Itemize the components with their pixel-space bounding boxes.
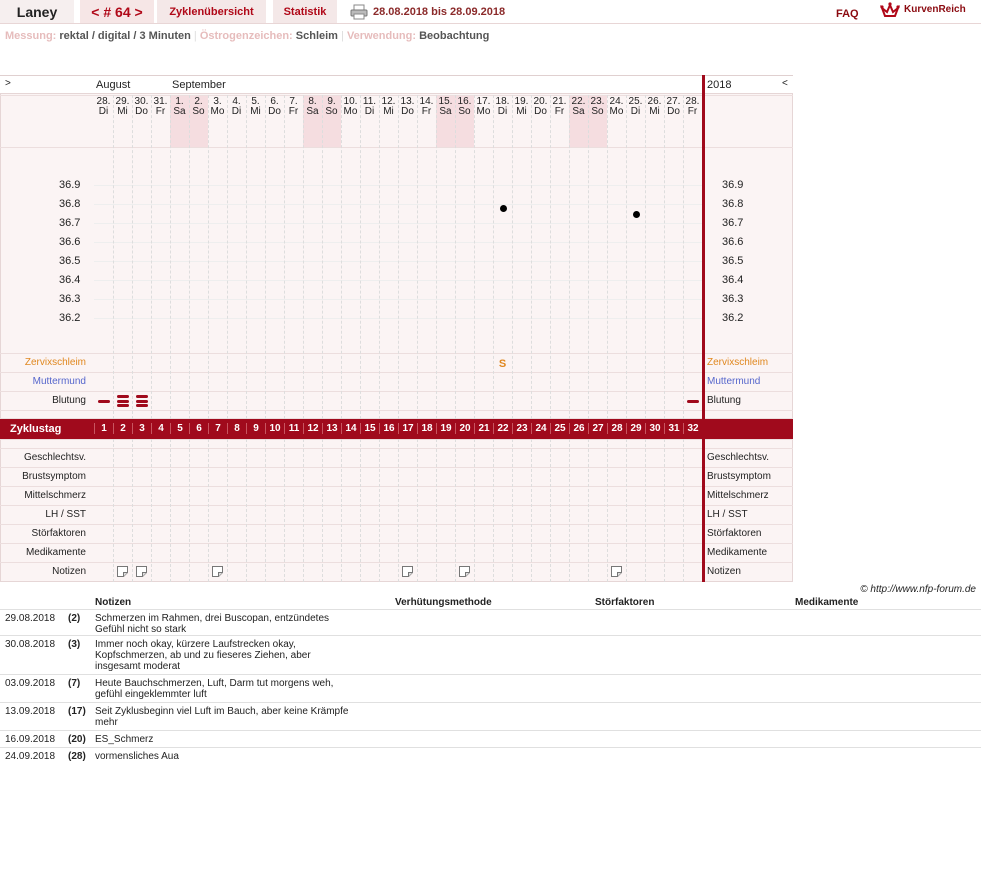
note-text: Immer noch okay, kürzere Laufstrecken okay, Kopfschmerzen, ab und zu fieseres Ziehen, aber insgesamt moderat xyxy=(95,639,311,672)
row-divider xyxy=(0,505,793,506)
column-line xyxy=(531,439,532,582)
cycle-day-number: 2 xyxy=(113,423,132,434)
note-cycle-day: (28) xyxy=(68,751,86,762)
column-line xyxy=(189,95,190,419)
tab-zyklenuebersicht[interactable]: Zyklenübersicht xyxy=(157,0,266,23)
column-line xyxy=(341,95,342,419)
bleeding-mark xyxy=(117,404,129,407)
column-line xyxy=(417,439,418,582)
header-notizen: Notizen xyxy=(95,597,132,608)
column-line xyxy=(455,95,456,419)
date-label: 15. xyxy=(438,96,453,107)
column-line xyxy=(588,95,589,419)
cycle-day-number: 9 xyxy=(246,423,265,434)
symptom-label-left: Brustsymptom xyxy=(22,471,86,482)
column-line xyxy=(436,95,437,419)
column-line xyxy=(683,439,684,582)
cycle-day-number: 13 xyxy=(322,423,341,434)
muttermund-label-right: Muttermund xyxy=(707,376,761,387)
column-line xyxy=(284,95,285,419)
weekday-label: Fr xyxy=(421,106,432,117)
cycle-day-number: 18 xyxy=(417,423,436,434)
weekday-label: Mi xyxy=(117,106,128,117)
printer-icon[interactable] xyxy=(350,4,368,20)
cycle-day-number: 8 xyxy=(227,423,246,434)
cycle-day-number: 29 xyxy=(626,423,645,434)
top-bar xyxy=(0,0,981,24)
messung-value: rektal / digital / 3 Minuten xyxy=(59,30,191,42)
column-line xyxy=(322,439,323,582)
cycle-day-number: 14 xyxy=(341,423,360,434)
date-label: 23. xyxy=(590,96,605,107)
weekday-label: Mo xyxy=(609,106,624,117)
column-line xyxy=(683,95,684,419)
temp-tick-right: 36.5 xyxy=(722,255,744,267)
note-date: 29.08.2018 xyxy=(5,613,56,624)
note-text: Heute Bauchschmerzen, Luft, Darm tut morgens weh, gefühl eingeklemmter luft xyxy=(95,678,334,700)
date-label: 29. xyxy=(115,96,130,107)
column-line xyxy=(607,439,608,582)
blutung-label-left: Blutung xyxy=(52,395,86,406)
column-line xyxy=(360,439,361,582)
weekday-label: Do xyxy=(135,106,148,117)
column-line xyxy=(246,439,247,582)
weekday-label: Fr xyxy=(554,106,565,117)
column-line xyxy=(113,439,114,582)
cycle-day-number: 21 xyxy=(474,423,493,434)
row-divider xyxy=(0,410,793,411)
weekday-label: Sa xyxy=(572,106,585,117)
column-line xyxy=(436,439,437,582)
zyklustag-label: Zyklustag xyxy=(10,423,62,435)
temp-tick-right: 36.9 xyxy=(722,179,744,191)
column-line xyxy=(664,439,665,582)
temp-tick-left: 36.2 xyxy=(59,312,81,324)
cycle-day-number: 27 xyxy=(588,423,607,434)
weekday-label: Di xyxy=(497,106,508,117)
column-line xyxy=(493,439,494,582)
temp-tick-left: 36.7 xyxy=(59,217,81,229)
weekday-label: Mi xyxy=(250,106,261,117)
column-line xyxy=(626,95,627,419)
column-line xyxy=(626,439,627,582)
date-label: 27. xyxy=(666,96,681,107)
weekday-label: Do xyxy=(401,106,414,117)
weekday-label: Sa xyxy=(173,106,186,117)
cycle-day-number: 11 xyxy=(284,423,303,434)
date-label: 28. xyxy=(685,96,700,107)
cycle-day-number: 23 xyxy=(512,423,531,434)
row-divider xyxy=(0,147,793,148)
cycle-day-number: 6 xyxy=(189,423,208,434)
note-date: 03.09.2018 xyxy=(5,678,56,689)
cycle-day-number: 3 xyxy=(132,423,151,434)
column-line xyxy=(341,439,342,582)
note-cycle-day: (3) xyxy=(68,639,81,650)
column-line xyxy=(512,439,513,582)
note-date: 30.08.2018 xyxy=(5,639,56,650)
date-label: 18. xyxy=(495,96,510,107)
note-icon[interactable] xyxy=(402,566,413,577)
note-text: vormensliches Aua xyxy=(95,751,179,762)
temp-tick-right: 36.6 xyxy=(722,236,744,248)
zervix-label-left: Zervixschleim xyxy=(24,357,86,368)
symptom-label-right: Störfaktoren xyxy=(707,528,762,539)
date-label: 22. xyxy=(571,96,586,107)
temp-tick-right: 36.7 xyxy=(722,217,744,229)
note-text: Schmerzen im Rahmen, drei Buscopan, entzündetes Gefühl nicht so stark xyxy=(95,613,330,635)
column-line xyxy=(113,95,114,419)
bleeding-mark xyxy=(117,395,129,398)
column-line xyxy=(151,95,152,419)
note-text: Seit Zyklusbeginn viel Luft im Bauch, aber keine Krämpfe mehr xyxy=(95,706,349,728)
date-label: 2. xyxy=(194,96,203,107)
today-divider xyxy=(702,75,705,582)
row-divider xyxy=(0,448,793,449)
symptom-label-right: Geschlechtsv. xyxy=(707,452,770,463)
temp-tick-left: 36.6 xyxy=(59,236,81,248)
column-line xyxy=(474,95,475,419)
row-divider xyxy=(0,467,793,468)
column-line xyxy=(645,95,646,419)
zervix-label-right: Zervixschleim xyxy=(707,357,769,368)
date-label: 4. xyxy=(232,96,241,107)
logo[interactable] xyxy=(880,2,966,20)
date-label: 24. xyxy=(609,96,624,107)
logo-text: KurvenReich xyxy=(904,4,966,15)
column-line xyxy=(189,439,190,582)
cycle-day-number: 19 xyxy=(436,423,455,434)
symptom-label-left: Medikamente xyxy=(25,547,86,558)
messung-label: Messung: xyxy=(5,30,57,42)
symptom-label-right: LH / SST xyxy=(707,509,748,520)
column-line xyxy=(645,439,646,582)
note-row xyxy=(0,747,981,764)
column-line xyxy=(493,95,494,419)
note-cycle-day: (2) xyxy=(68,613,81,624)
note-icon[interactable] xyxy=(136,566,147,577)
weekday-label: Mi xyxy=(516,106,527,117)
cycle-day-number: 15 xyxy=(360,423,379,434)
temp-tick-right: 36.8 xyxy=(722,198,744,210)
note-icon[interactable] xyxy=(212,566,223,577)
weekday-label: So xyxy=(458,106,471,117)
bleeding-mark xyxy=(98,400,110,403)
column-line xyxy=(417,95,418,419)
cycle-day-number: 4 xyxy=(151,423,170,434)
weekday-label: Fr xyxy=(687,106,698,117)
date-label: 26. xyxy=(647,96,662,107)
month-label: September xyxy=(172,79,226,91)
note-date: 13.09.2018 xyxy=(5,706,56,717)
weekday-label: Do xyxy=(534,106,547,117)
crown-logo-icon xyxy=(880,2,900,20)
column-line xyxy=(132,95,133,419)
date-range: 28.08.2018 bis 28.09.2018 xyxy=(373,6,506,18)
measurement-info xyxy=(5,30,489,42)
date-label: 9. xyxy=(327,96,336,107)
temp-tick-left: 36.4 xyxy=(59,274,81,286)
symptom-label-left: Mittelschmerz xyxy=(24,490,86,501)
header-verhuetung: Verhütungsmethode xyxy=(395,597,492,608)
column-line xyxy=(550,95,551,419)
symptom-label-right: Mittelschmerz xyxy=(707,490,769,501)
page-title: Laney xyxy=(0,0,74,23)
verwendung-label: Verwendung: xyxy=(346,30,417,42)
row-divider xyxy=(0,486,793,487)
zervix-symbol: S xyxy=(498,358,507,370)
cycle-day-number: 10 xyxy=(265,423,284,434)
muttermund-label-left: Muttermund xyxy=(32,376,86,387)
column-line xyxy=(227,439,228,582)
column-line xyxy=(588,439,589,582)
weekday-label: Mi xyxy=(383,106,394,117)
cycle-chart xyxy=(0,75,793,582)
row-divider xyxy=(0,524,793,525)
row-divider xyxy=(0,391,793,392)
date-label: 12. xyxy=(381,96,396,107)
note-icon[interactable] xyxy=(459,566,470,577)
note-row xyxy=(0,702,981,730)
nav-next-button[interactable]: < xyxy=(782,78,788,89)
column-line xyxy=(208,95,209,419)
symptom-label-right: Brustsymptom xyxy=(707,471,771,482)
note-text: ES_Schmerz xyxy=(95,734,154,745)
note-cycle-day: (20) xyxy=(68,734,86,745)
weekday-label: Do xyxy=(667,106,680,117)
bleeding-mark xyxy=(117,400,129,403)
column-line xyxy=(379,95,380,419)
cycle-day-number: 25 xyxy=(550,423,569,434)
weekday-label: Sa xyxy=(306,106,319,117)
column-line xyxy=(284,439,285,582)
header-medikamente: Medikamente xyxy=(795,597,859,608)
cycle-day-number: 1 xyxy=(94,423,113,434)
cycle-day-number: 20 xyxy=(455,423,474,434)
note-date: 16.09.2018 xyxy=(5,734,56,745)
weekday-label: Di xyxy=(364,106,375,117)
blutung-label-right: Blutung xyxy=(707,395,741,406)
column-line xyxy=(151,439,152,582)
cycle-day-number: 31 xyxy=(664,423,683,434)
date-label: 25. xyxy=(628,96,643,107)
column-line xyxy=(303,95,304,419)
row-divider xyxy=(0,439,793,440)
temperature-point[interactable] xyxy=(633,211,640,218)
cycle-day-number: 12 xyxy=(303,423,322,434)
note-date: 24.09.2018 xyxy=(5,751,56,762)
bleeding-mark xyxy=(136,400,148,403)
temp-tick-left: 36.5 xyxy=(59,255,81,267)
column-line xyxy=(322,95,323,419)
date-label: 20. xyxy=(533,96,548,107)
date-label: 11. xyxy=(362,96,377,107)
nav-prev-button[interactable]: > xyxy=(5,78,11,89)
note-row xyxy=(0,635,981,674)
temp-tick-left: 36.3 xyxy=(59,293,81,305)
weekday-label: Mo xyxy=(210,106,225,117)
cycle-day-number: 16 xyxy=(379,423,398,434)
bleeding-mark xyxy=(687,400,699,403)
verwendung-value: Beobachtung xyxy=(419,30,490,42)
year-label: 2018 xyxy=(707,79,732,91)
date-label: 30. xyxy=(134,96,149,107)
column-line xyxy=(550,439,551,582)
date-label: 14. xyxy=(419,96,434,107)
column-line xyxy=(265,439,266,582)
column-line xyxy=(246,95,247,419)
temp-tick-right: 36.3 xyxy=(722,293,744,305)
column-line xyxy=(379,439,380,582)
date-label: 8. xyxy=(308,96,317,107)
row-divider xyxy=(0,353,793,354)
note-row xyxy=(0,609,981,635)
column-line xyxy=(474,439,475,582)
cycle-day-number: 24 xyxy=(531,423,550,434)
date-label: 21. xyxy=(552,96,567,107)
symptom-label-left: Notizen xyxy=(52,566,86,577)
weekday-label: Di xyxy=(630,106,641,117)
cycle-day-number: 7 xyxy=(208,423,227,434)
date-label: 5. xyxy=(251,96,260,107)
header-stoerfaktoren: Störfaktoren xyxy=(595,597,655,608)
note-cycle-day: (7) xyxy=(68,678,81,689)
symptom-label-right: Medikamente xyxy=(707,547,768,558)
date-label: 31. xyxy=(153,96,168,107)
date-label: 1. xyxy=(175,96,184,107)
separator: | xyxy=(341,30,344,42)
cycle-day-number: 32 xyxy=(683,423,702,434)
column-line xyxy=(170,439,171,582)
weekday-label: So xyxy=(591,106,604,117)
column-line xyxy=(170,95,171,419)
cycle-day-number: 30 xyxy=(645,423,664,434)
column-line xyxy=(569,439,570,582)
weekday-label: Sa xyxy=(439,106,452,117)
date-label: 3. xyxy=(213,96,222,107)
note-cycle-day: (17) xyxy=(68,706,86,717)
weekday-label: Do xyxy=(268,106,281,117)
weekday-label: Mo xyxy=(343,106,358,117)
column-line xyxy=(664,95,665,419)
temp-tick-left: 36.8 xyxy=(59,198,81,210)
column-line xyxy=(531,95,532,419)
column-line xyxy=(398,95,399,419)
column-line xyxy=(512,95,513,419)
column-line xyxy=(455,439,456,582)
weekday-label: Mo xyxy=(476,106,491,117)
row-divider xyxy=(0,372,793,373)
row-divider xyxy=(0,562,793,563)
symptom-label-right: Notizen xyxy=(707,566,741,577)
temp-tick-right: 36.2 xyxy=(722,312,744,324)
note-icon[interactable] xyxy=(117,566,128,577)
oestrogen-value: Schleim xyxy=(295,30,338,42)
cycle-day-number: 22 xyxy=(493,423,512,434)
date-label: 7. xyxy=(289,96,298,107)
column-line xyxy=(398,439,399,582)
cycle-day-number: 17 xyxy=(398,423,417,434)
column-line xyxy=(132,439,133,582)
weekday-label: Fr xyxy=(288,106,299,117)
column-line xyxy=(607,95,608,419)
month-label: August xyxy=(96,79,131,91)
note-icon[interactable] xyxy=(611,566,622,577)
date-label: 13. xyxy=(400,96,415,107)
weekday-label: Mi xyxy=(649,106,660,117)
temp-tick-left: 36.9 xyxy=(59,179,81,191)
date-label: 17. xyxy=(476,96,491,107)
cycle-day-number: 26 xyxy=(569,423,588,434)
date-label: 6. xyxy=(270,96,279,107)
cycle-day-number: 5 xyxy=(170,423,189,434)
note-row xyxy=(0,674,981,702)
weekday-label: Fr xyxy=(155,106,166,117)
tab-statistik[interactable]: Statistik xyxy=(273,0,337,23)
column-line xyxy=(208,439,209,582)
temp-tick-right: 36.4 xyxy=(722,274,744,286)
date-label: 28. xyxy=(96,96,111,107)
column-line xyxy=(227,95,228,419)
cycle-nav[interactable]: < # 64 > xyxy=(80,0,154,23)
column-line xyxy=(265,95,266,419)
faq-link[interactable]: FAQ xyxy=(836,8,859,20)
symptom-label-left: LH / SST xyxy=(45,509,86,520)
note-row xyxy=(0,730,981,747)
weekday-label: So xyxy=(325,106,338,117)
symptom-label-left: Störfaktoren xyxy=(31,528,86,539)
weekday-label: So xyxy=(192,106,205,117)
weekday-label: Di xyxy=(231,106,242,117)
weekday-label: Di xyxy=(98,106,109,117)
cycle-day-number: 28 xyxy=(607,423,626,434)
date-label: 10. xyxy=(343,96,358,107)
date-label: 19. xyxy=(514,96,529,107)
temperature-point[interactable] xyxy=(500,205,507,212)
bleeding-mark xyxy=(136,395,148,398)
credit: © http://www.nfp-forum.de xyxy=(860,584,976,595)
row-divider xyxy=(0,543,793,544)
oestrogen-label: Östrogenzeichen: xyxy=(199,30,293,42)
bleeding-mark xyxy=(136,404,148,407)
separator: | xyxy=(193,30,197,42)
column-line xyxy=(303,439,304,582)
symptom-label-left: Geschlechtsv. xyxy=(23,452,86,463)
column-line xyxy=(569,95,570,419)
column-line xyxy=(360,95,361,419)
date-label: 16. xyxy=(457,96,472,107)
